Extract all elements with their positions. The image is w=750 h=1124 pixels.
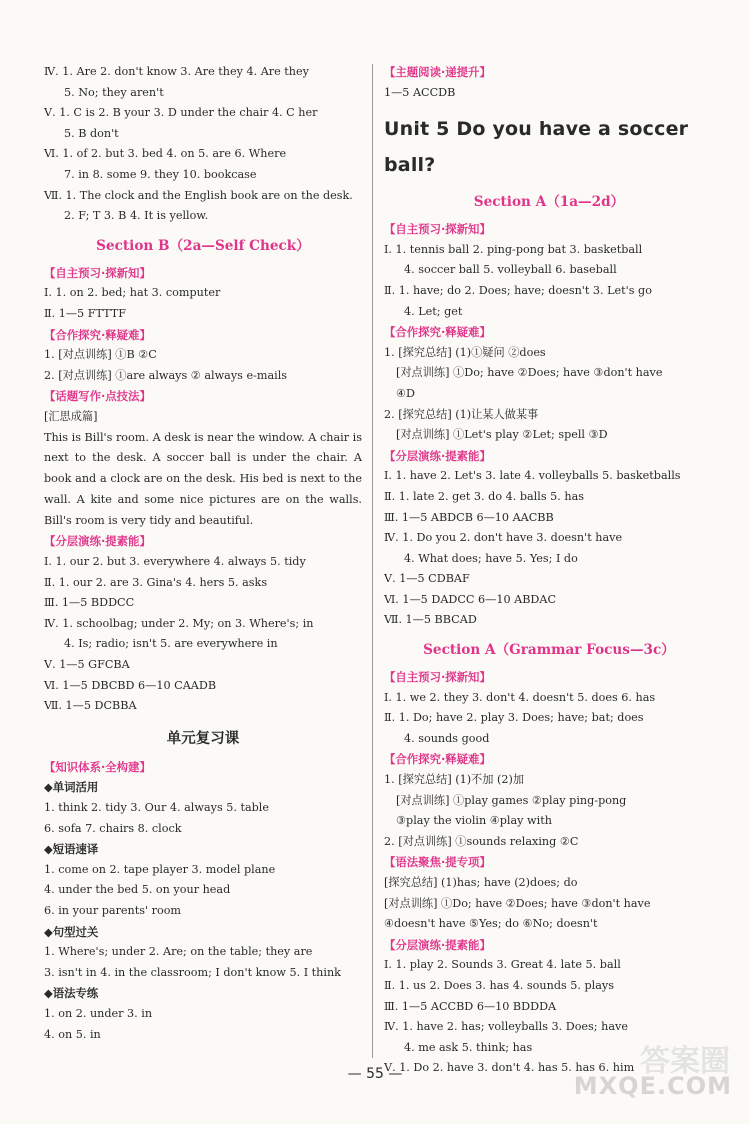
answer-line: 1. [探究总结] (1)不加 (2)加 [384,773,525,787]
subsection-heading: ◆短语速译 [44,842,99,857]
unit-title: Unit 5 Do you have a soccer ball? [384,118,689,177]
section-tag: 【语法聚焦·提专项】 [384,855,491,870]
answer-line: 4. under the bed 5. on your head [44,883,231,897]
section-heading: Section A（Grammar Focus—3c） [423,642,675,659]
left-column [44,62,362,1045]
answer-line: ③play the violin ④play with [396,814,552,828]
watermark-text: MXQE.COM [573,1072,732,1100]
answer-line: Ⅰ. 1. we 2. they 3. don't 4. doesn't 5. does 6. has [384,690,656,704]
subsection-heading: ◆单词活用 [44,780,99,795]
answer-line: 4. Let; get [404,304,463,318]
answer-line: ④D [396,386,415,400]
answer-line: [对点训练] ①play games ②play ping-pong [396,793,627,807]
answer-line: Ⅲ. 1—5 BDDCC [44,596,135,610]
section-heading: Section A（1a—2d） [473,194,625,211]
answer-line: Ⅵ. 1. of 2. but 3. bed 4. on 5. are 6. Where [44,147,287,161]
answer-line: 2. F; T 3. B 4. It is yellow. [64,209,209,223]
answer-line: 1—5 ACCDB [384,85,456,99]
answer-line: Ⅲ. 1—5 ABDCB 6—10 AACBB [384,510,554,524]
answer-line: 3. isn't in 4. in the classroom; I don't know 5. I think [44,965,341,979]
answer-line: 1. [对点训练] ①B ②C [44,348,157,362]
section-tag: 【自主预习·探新知】 [384,670,491,685]
answer-line: [对点训练] ①Do; have ②Does; have ③don't have [384,896,651,910]
subsection-heading: ◆语法专练 [44,986,99,1001]
answer-line: Ⅴ. 1—5 GFCBA [44,658,130,672]
answer-line: 4. What does; have 5. Yes; I do [404,551,578,565]
answer-line: Ⅱ. 1—5 FTTTF [44,306,127,320]
answer-line: 2. [对点训练] ①sounds relaxing ②C [384,834,579,848]
page-number: — 55 — [347,1066,403,1082]
answer-line: Ⅰ. 1. play 2. Sounds 3. Great 4. late 5. ball [384,958,621,972]
answer-line: 4. soccer ball 5. volleyball 6. baseball [404,263,617,277]
answer-line: 4. sounds good [404,731,490,745]
answer-line: Ⅳ. 1. have 2. has; volleyballs 3. Does; have [384,1020,628,1034]
answer-line: Ⅰ. 1. tennis ball 2. ping-pong bat 3. basketball [384,242,643,256]
answer-line: Ⅱ. 1. us 2. Does 3. has 4. sounds 5. plays [384,978,614,992]
answer-line: Ⅴ. 1—5 CDBAF [384,572,470,586]
answer-line: Ⅵ. 1—5 DADCC 6—10 ABDAC [384,592,557,606]
answer-line: 1. come on 2. tape player 3. model plane [44,862,276,876]
answer-line: [汇思成篇] [44,409,98,423]
answer-line: 5. No; they aren't [64,85,164,99]
answer-line: Ⅳ. 1. Do you 2. don't have 3. doesn't have [384,531,623,545]
section-tag: 【分层演练·提素能】 [384,937,491,952]
answer-line: 1. on 2. under 3. in [44,1006,153,1020]
answer-line: 4. on 5. in [44,1027,101,1041]
answer-line: Ⅱ. 1. Do; have 2. play 3. Does; have; bat; does [384,711,644,725]
answer-line: Ⅶ. 1. The clock and the English book are on the desk. [44,188,353,202]
section-tag: 【合作探究·释疑难】 [384,752,491,767]
answer-line: Ⅱ. 1. have; do 2. Does; have; doesn't 3. Let's go [384,283,652,297]
column-divider [372,64,373,1058]
answer-line: Ⅶ. 1—5 DCBBA [44,699,137,713]
answer-line: Ⅴ. 1. C is 2. B your 3. D under the chair 4. C her [44,106,318,120]
answer-line: Ⅰ. 1. on 2. bed; hat 3. computer [44,286,221,300]
answer-line: 6. in your parents' room [44,903,182,917]
section-tag: 【合作探究·释疑难】 [44,327,151,342]
watermark-logo: 答案圈 [640,1044,730,1079]
section-tag: 【话题写作·点技法】 [44,389,151,404]
answer-line: Ⅰ. 1. our 2. but 3. everywhere 4. always 5. tidy [44,555,306,569]
answer-line: Ⅰ. 1. have 2. Let's 3. late 4. volleyballs 5. basketballs [384,469,681,483]
section-tag: 【合作探究·释疑难】 [384,325,491,340]
answer-line: 1. Where's; under 2. Are; on the table; they are [44,945,313,959]
answer-line: Ⅲ. 1—5 ACCBD 6—10 BDDDA [384,999,557,1013]
answer-line: Ⅱ. 1. late 2. get 3. do 4. balls 5. has [384,489,584,503]
section-tag: 【分层演练·提素能】 [44,534,151,549]
answer-line: 6. sofa 7. chairs 8. clock [44,821,182,835]
section-tag: 【知识体系·全构建】 [44,759,151,774]
subsection-heading: ◆句型过关 [44,924,99,939]
answer-line: 5. B don't [64,126,119,140]
section-tag: 【自主预习·探新知】 [384,222,491,237]
answer-line: Ⅳ. 1. Are 2. don't know 3. Are they 4. Are they [44,65,309,78]
answer-line: Ⅱ. 1. our 2. are 3. Gina's 4. hers 5. asks [44,575,268,589]
answer-line: 4. me ask 5. think; has [404,1040,533,1054]
section-tag: 【分层演练·提素能】 [384,448,491,463]
review-heading: 单元复习课 [166,730,240,747]
section-heading: Section B（2a—Self Check） [96,237,310,254]
answer-line: 7. in 8. some 9. they 10. bookcase [64,167,257,181]
composition-paragraph: This is Bill's room. A desk is near the window. A chair is next to the desk. A soccer ball is under the chair. A book and a clock are on the desk. His bed is next to the wall. A kite and some nice pictures are on the walls. Bill's room is very tidy and beautiful. [44,430,362,527]
answer-line: Ⅴ. 1. Do 2. have 3. don't 4. has 5. has 6. him [384,1061,635,1075]
section-tag: 【自主预习·探新知】 [44,265,151,280]
answer-line: [对点训练] ①Do; have ②Does; have ③don't have [396,366,663,380]
answer-line: 2. [探究总结] (1)让某人做某事 [384,407,539,421]
right-column [384,62,714,1079]
answer-line: 4. Is; radio; isn't 5. are everywhere in [64,637,278,651]
answer-line: [探究总结] (1)has; have (2)does; do [384,876,578,889]
answer-line: Ⅳ. 1. schoolbag; under 2. My; on 3. Where's; in [44,616,314,630]
answer-line: ④doesn't have ⑤Yes; do ⑥No; doesn't [384,917,598,931]
answer-line: Ⅵ. 1—5 DBCBD 6—10 CAADB [44,678,217,692]
section-tag: 【主题阅读·递提升】 [384,65,491,79]
answer-line: [对点训练] ①Let's play ②Let; spell ③D [396,428,608,442]
answer-line: 1. [探究总结] (1)①疑问 ②does [384,345,546,359]
answer-line: Ⅶ. 1—5 BBCAD [384,613,477,627]
answer-line: 1. think 2. tidy 3. Our 4. always 5. table [44,801,270,815]
answer-line: 2. [对点训练] ①are always ② always e-mails [44,368,288,382]
